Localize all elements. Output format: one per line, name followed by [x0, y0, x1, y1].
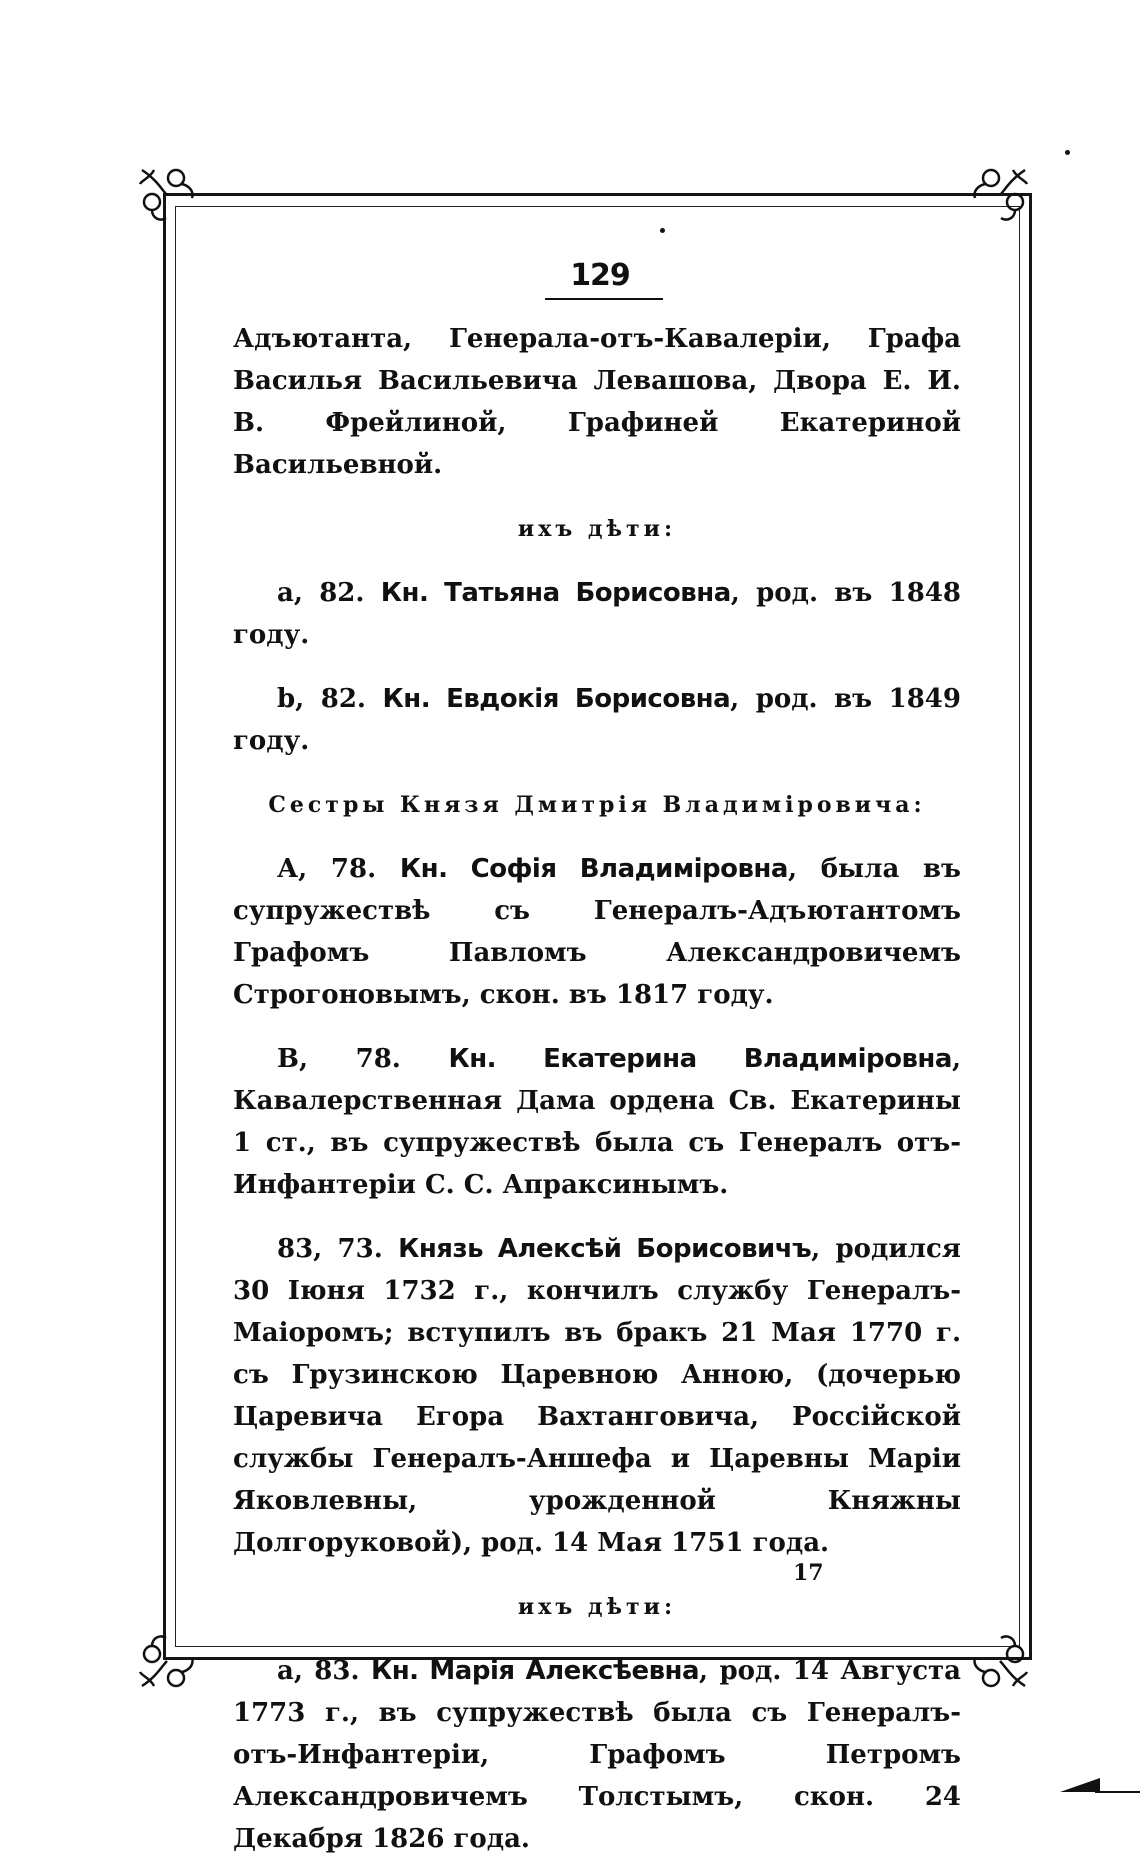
page-number: 129 [570, 258, 630, 293]
print-speck [1065, 150, 1070, 155]
entry-b82 [233, 678, 961, 762]
entry-prefix: А, 78. [277, 854, 377, 884]
entry-A78 [233, 848, 961, 1016]
entry-prefix: a, 83. [277, 1656, 360, 1686]
entry-prefix: В, 78. [277, 1044, 401, 1074]
entry-prefix: 83, 73. [277, 1234, 383, 1264]
section-heading: ихъ дѣти: [517, 516, 677, 542]
corner-ornament-icon [132, 1626, 202, 1696]
print-speck [660, 228, 665, 233]
section-heading: ихъ дѣти: [517, 1594, 677, 1620]
entry-text: , род. въ 1848 году. [233, 578, 962, 650]
paragraph-continuation: Адъютанта, Генерала-отъ-Кавалеріи, Графа Василья Васильевича Левашова, Двора Е. И. В. Фрейлиной, Графиней Екатериной Васильевной. [233, 324, 961, 480]
entry-a83 [233, 1650, 961, 1860]
entry-text: , род. 14 Августа 1773 г., въ супружествѣ была съ Генералъ-отъ-Инфантеріи, Графомъ Петромъ Александровичемъ Толстымъ, скон. 24 Декабря 1826 года. [233, 1656, 961, 1854]
entry-text: , род. въ 1849 году. [233, 684, 961, 756]
entry-name: Кн. Екатерина Владиміровна [448, 1044, 952, 1074]
entry-83 [233, 1228, 961, 1564]
signature-mark: 17 [793, 1560, 824, 1586]
section-heading: Сестры Князя Дмитрія Владиміровича: [268, 792, 926, 818]
entry-name: Кн. Софія Владиміровна [399, 854, 788, 884]
page-edge-line [1095, 1791, 1140, 1793]
entry-text: , родился 30 Іюня 1732 г., кончилъ службу Генералъ-Маіоромъ; вступилъ въ бракъ 21 Мая 1770 г. съ Грузинскою Царевною Анною, (дочерью Царевича Егора Вахтанговича, Россійской службы Генералъ-Аншефа и Царевны Маріи Яковлевны, урожденной Княжны Долгоруковой), род. 14 Мая 1751 года. [233, 1234, 961, 1558]
corner-ornament-icon [965, 160, 1035, 230]
page-number-rule [545, 298, 663, 300]
entry-name: Кн. Марія Алексѣевна [370, 1656, 700, 1686]
page-body [233, 318, 961, 1860]
entry-text: , была въ супружествѣ съ Генералъ-Адъютантомъ Графомъ Павломъ Александровичемъ Строгоновымъ, скон. въ 1817 году. [233, 854, 962, 1010]
corner-ornament-icon [965, 1626, 1035, 1696]
entry-name: Кн. Евдокія Борисовна [382, 684, 731, 714]
page-turn-arrow-icon[interactable] [1060, 1778, 1100, 1792]
entry-a82 [233, 572, 961, 656]
entry-prefix: a, 82. [277, 578, 365, 608]
corner-ornament-icon [132, 160, 202, 230]
entry-name: Князь Алексѣй Борисовичъ [398, 1234, 812, 1264]
entry-prefix: b, 82. [277, 684, 366, 714]
entry-B78 [233, 1038, 961, 1206]
entry-text: , Кавалерственная Дама ордена Св. Екатерины 1 ст., въ супружествѣ была съ Генералъ отъ-Инфантеріи С. С. Апраксинымъ. [233, 1044, 961, 1200]
entry-name: Кн. Татьяна Борисовна [380, 578, 731, 608]
